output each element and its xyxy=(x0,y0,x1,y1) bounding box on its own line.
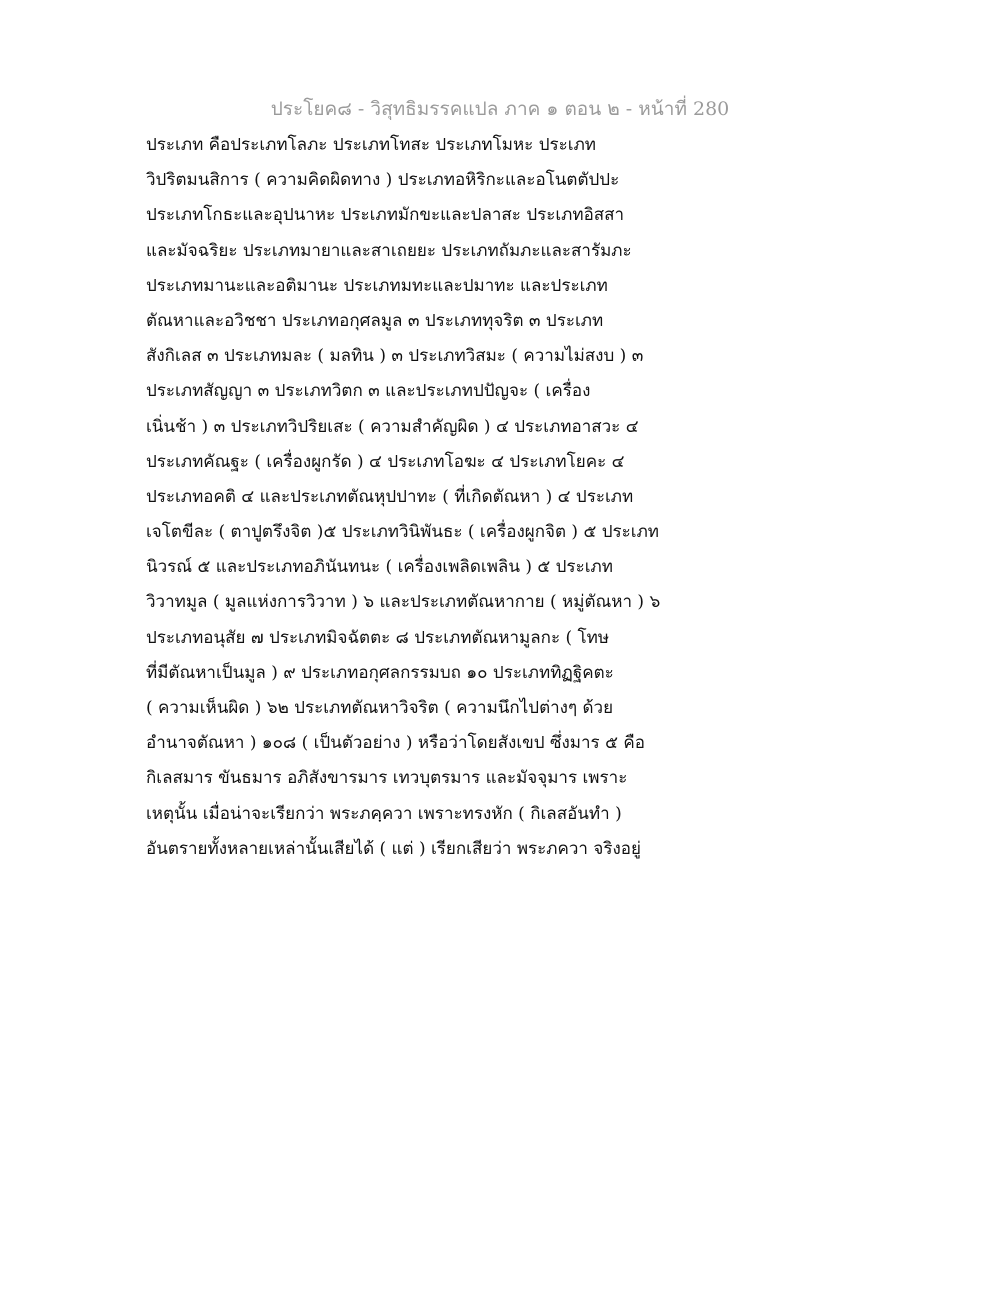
text-line: ประเภท คือประเภทโลภะ ประเภทโทสะ ประเภทโมหะ ประเภท xyxy=(146,135,596,155)
text-line: สังกิเลส ๓ ประเภทมละ ( มลทิน ) ๓ ประเภทวิสมะ ( ความไม่สงบ ) ๓ xyxy=(146,346,644,367)
text-line: กิเลสมาร ขันธมาร อภิสังขารมาร เทวบุตรมาร และมัจจุมาร เพราะ xyxy=(146,768,628,789)
text-line: ตัณหาและอวิชชา ประเภทอกุศลมูล ๓ ประเภททุจริต ๓ ประเภท xyxy=(146,310,604,331)
text-line: เจโตขีละ ( ตาปูตรึงจิต )๕ ประเภทวินิพันธะ ( เครื่องผูกจิต ) ๕ ประเภท xyxy=(146,522,659,543)
text-line: เนิ่นช้า ) ๓ ประเภทวิปริยเสะ ( ความสำคัญผิด ) ๔ ประเภทอาสวะ ๔ xyxy=(146,416,639,437)
text-line: ประเภทอนุสัย ๗ ประเภทมิจฉัตตะ ๘ ประเภทตัณหามูลกะ ( โทษ xyxy=(146,627,610,648)
text-line: นิวรณ์ ๕ และประเภทอภินันทนะ ( เครื่องเพลิดเพลิน ) ๕ ประเภท xyxy=(146,557,613,578)
text-line: เหตุนั้น เมื่อน่าจะเรียกว่า พระภคฺควา เพราะทรงหัก ( กิเลสอันทำ ) xyxy=(146,803,622,824)
text-line: ประเภทคัณฐะ ( เครื่องผูกรัด ) ๔ ประเภทโอฆะ ๔ ประเภทโยคะ ๔ xyxy=(146,451,625,472)
text-line: อำนาจตัณหา ) ๑๐๘ ( เป็นตัวอย่าง ) หรือว่าโดยสังเขป ซึ่งมาร ๕ คือ xyxy=(146,733,645,754)
text-line: วิวาทมูล ( มูลแห่งการวิวาท ) ๖ และประเภทตัณหากาย ( หมู่ตัณหา ) ๖ xyxy=(146,592,661,613)
text-line: อันตรายทั้งหลายเหล่านั้นเสียได้ ( แต่ ) เรียกเสียว่า พระภควา จริงอยู่ xyxy=(146,838,641,859)
text-line: วิปริตมนสิการ ( ความคิดผิดทาง ) ประเภทอหิริกะและอโนตตัปปะ xyxy=(146,170,620,191)
text-line: ประเภทอคติ ๔ และประเภทตัณหุปปาทะ ( ที่เกิดตัณหา ) ๔ ประเภท xyxy=(146,486,634,507)
text-line: ประเภทโกธะและอุปนาหะ ประเภทมักขะและปลาสะ ประเภทอิสสา xyxy=(146,205,625,226)
running-header: ประโยค๘ - วิสุทธิมรรคแปล ภาค ๑ ตอน ๒ - หน้าที่ 280 xyxy=(270,98,730,120)
body-text xyxy=(146,128,666,867)
text-line: ประเภทสัญญา ๓ ประเภทวิตก ๓ และประเภทปปัญจะ ( เครื่อง xyxy=(146,381,591,402)
text-line: และมัจฉริยะ ประเภทมายาและสาเถยยะ ประเภทถัมภะและสารัมภะ xyxy=(146,240,632,261)
text-line: ประเภทมานะและอติมานะ ประเภทมทะและปมาทะ และประเภท xyxy=(146,275,608,296)
text-line: ( ความเห็นผิด ) ๖๒ ประเภทตัณหาวิจริต ( ความนึกไปต่างๆ ด้วย xyxy=(146,698,614,718)
text-line: ที่มีตัณหาเป็นมูล ) ๙ ประเภทอกุศลกรรมบถ ๑๐ ประเภททิฏฐิคตะ xyxy=(146,662,614,683)
